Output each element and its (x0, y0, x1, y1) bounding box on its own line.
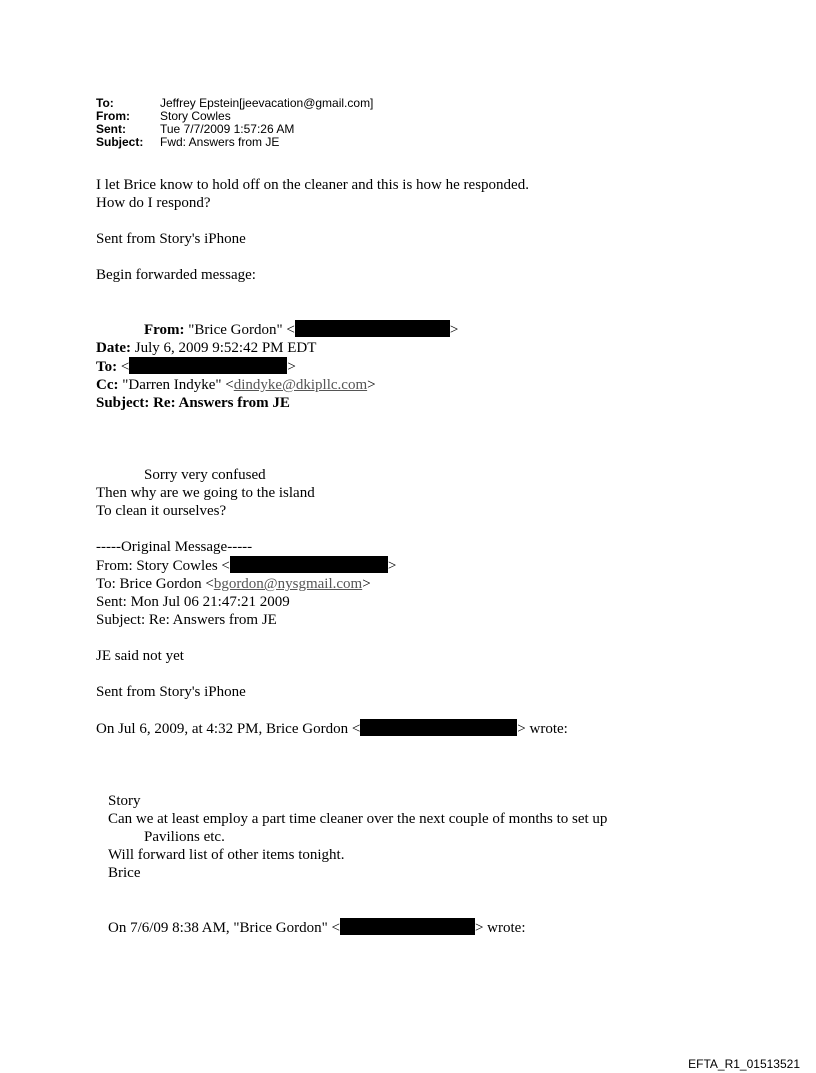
email-header (96, 97, 373, 149)
fwd-to-label: To: (96, 359, 118, 375)
fwd-from-line (96, 320, 776, 339)
to-email-link[interactable]: bgordon@nysgmail.com (213, 576, 363, 592)
wrote-line (96, 918, 776, 937)
signature: Sent from Story's iPhone (96, 684, 246, 700)
header-to-row (96, 97, 373, 110)
fwd-subject-value: Re: Answers from JE (153, 395, 290, 411)
fwd-from-close: > (449, 322, 459, 338)
from-value: Story Cowles (160, 109, 231, 123)
document-id: EFTA_R1_01513521 (688, 1057, 800, 1071)
message-line: Will forward list of other items tonight. (108, 847, 345, 863)
message-line: Can we at least employ a part time cleaner over the next couple of months to set up (108, 811, 608, 827)
cc-email-link[interactable]: dindyke@dkipllc.com (233, 377, 368, 393)
body-line: I let Brice know to hold off on the cleaner and this is how he responded. (96, 177, 529, 193)
redaction-box (295, 320, 450, 337)
message-line: JE said not yet (96, 648, 184, 664)
orig-subject-line: Subject: Re: Answers from JE (96, 612, 277, 628)
body-line: How do I respond? (96, 195, 211, 211)
fwd-to-line (96, 357, 776, 376)
fwd-from-value: "Brice Gordon" < (188, 322, 295, 338)
fwd-cc-label: Cc: (96, 377, 119, 393)
message-line: Story (108, 793, 141, 809)
fwd-subject-label: Subject: (96, 395, 150, 411)
signature: Sent from Story's iPhone (96, 231, 246, 247)
message-line: Brice (108, 865, 141, 881)
fwd-cc-line (96, 376, 776, 394)
fwd-from-label: From: (144, 322, 185, 338)
orig-to-text: To: Brice Gordon < (96, 576, 214, 592)
orig-sent-line: Sent: Mon Jul 06 21:47:21 2009 (96, 594, 290, 610)
original-divider: -----Original Message----- (96, 539, 253, 555)
redaction-box (340, 918, 475, 935)
sent-label: Sent: (96, 122, 126, 136)
message-line: Sorry very confused (144, 467, 266, 483)
to-value: Jeffrey Epstein[jeevacation@gmail.com] (160, 96, 374, 110)
orig-from-line (96, 556, 776, 575)
orig-to-close: > (362, 576, 371, 592)
begin-forwarded: Begin forwarded message: (96, 267, 256, 283)
wrote-close: > wrote: (517, 721, 568, 737)
wrote-text: On Jul 6, 2009, at 4:32 PM, Brice Gordon < (96, 721, 361, 737)
to-label: To: (96, 96, 114, 110)
redaction-box (129, 357, 287, 374)
fwd-date-label: Date: (96, 340, 131, 356)
subject-value: Fwd: Answers from JE (160, 135, 280, 149)
subject-label: Subject: (96, 135, 144, 149)
orig-to-line (96, 575, 776, 593)
email-body (96, 176, 776, 937)
header-subject-row (96, 136, 373, 149)
fwd-to-close: > (287, 359, 296, 375)
fwd-cc-name: "Darren Indyke" < (122, 377, 234, 393)
wrote-line (96, 719, 776, 738)
orig-from-text: From: Story Cowles < (96, 558, 230, 574)
redaction-box (360, 719, 517, 736)
fwd-cc-close: > (367, 377, 376, 393)
wrote-close: > wrote: (474, 920, 526, 936)
fwd-to-open: < (120, 359, 130, 375)
fwd-date-value: July 6, 2009 9:52:42 PM EDT (134, 340, 317, 356)
from-label: From: (96, 109, 130, 123)
message-line: To clean it ourselves? (96, 503, 227, 519)
fwd-date-line (96, 339, 776, 357)
fwd-subject-line (96, 394, 776, 412)
message-line: Then why are we going to the island (96, 485, 315, 501)
message-line: Pavilions etc. (144, 829, 225, 845)
orig-from-close: > (387, 558, 397, 574)
redaction-box (230, 556, 388, 573)
sent-value: Tue 7/7/2009 1:57:26 AM (160, 122, 295, 136)
wrote-text: On 7/6/09 8:38 AM, "Brice Gordon" < (108, 920, 340, 936)
